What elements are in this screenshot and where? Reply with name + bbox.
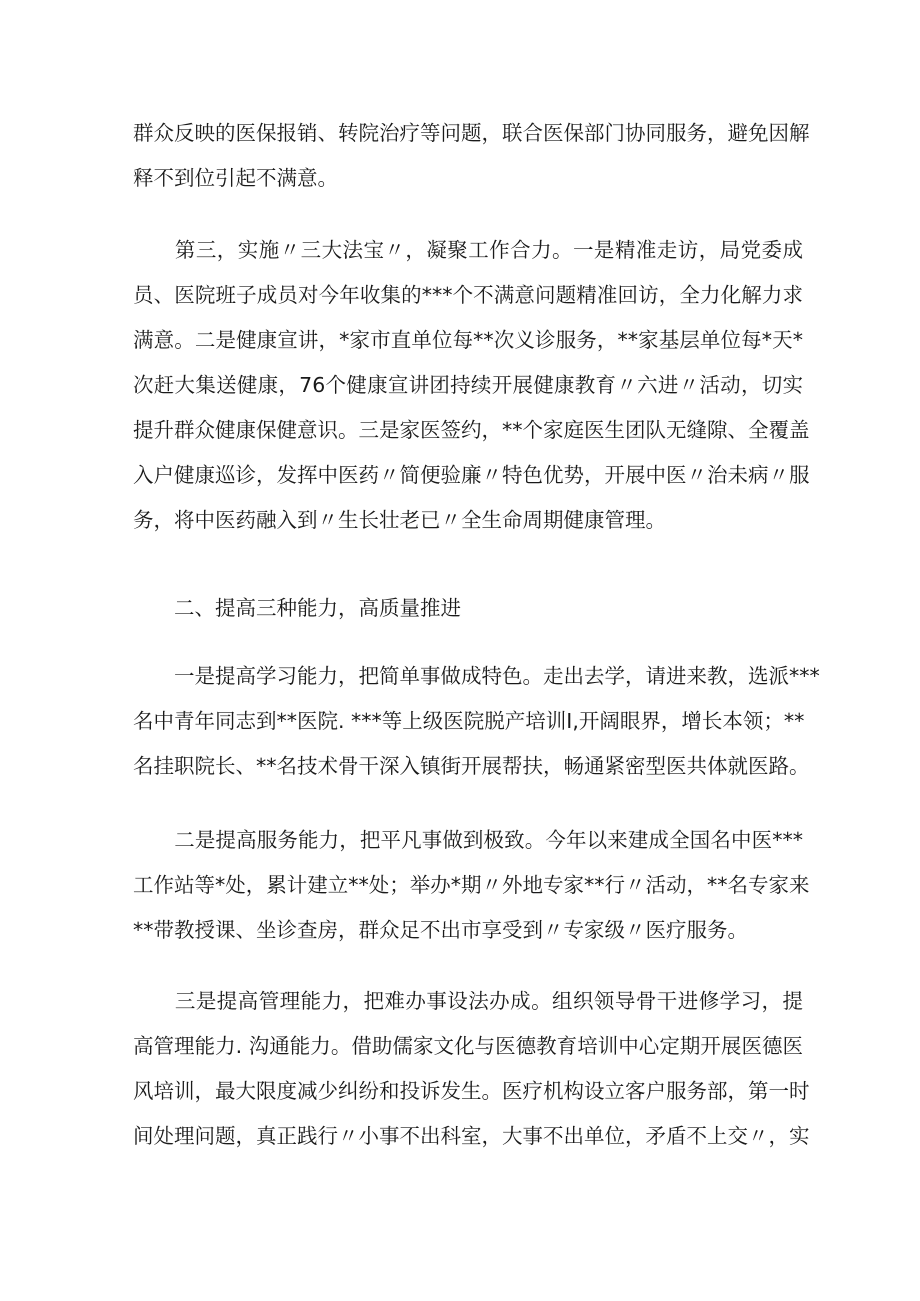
text-line: 提升群众健康保健意识。三是家医签约，**个家庭医生团队无缝隙、全覆盖 <box>133 418 810 442</box>
paragraph-5 <box>133 979 810 1159</box>
text-line: 入户健康巡诊，发挥中医药〃简便验廉〃特色优势，开展中医〃治未病〃服 <box>133 463 810 487</box>
paragraph-2 <box>133 228 810 543</box>
text-line: 一是提高学习能力，把简单事做成特色。走出去学，请进来教，选派*** <box>133 664 820 688</box>
text-line: 名挂职院长、**名技术骨干深入镇街开展帮扶，畅通紧密型医共体就医路。 <box>133 754 810 778</box>
text-line: 第三，实施〃三大法宝〃，凝聚工作合力。一是精准走访，局党委成 <box>133 238 803 262</box>
text-line: 工作站等*处，累计建立**处；举办*期〃外地专家**行〃活动，**名专家来 <box>133 873 810 897</box>
text-line: 风培训，最大限度减少纠纷和投诉发生。医疗机构设立客户服务部，第一时 <box>133 1079 810 1103</box>
text-line: 员、医院班子成员对今年收集的***个不满意问题精准回访，全力化解力求 <box>133 283 803 307</box>
paragraph-4 <box>133 818 810 953</box>
text-line: **带教授课、坐诊查房，群众足不出市享受到〃专家级〃医疗服务。 <box>133 918 748 942</box>
text-line: 三是提高管理能力，把难办事设法办成。组织领导骨干进修学习，提 <box>133 989 803 1013</box>
text-line: 高管理能力. 沟通能力。借助儒家文化与医德教育培训中心定期开展医德医 <box>133 1034 803 1058</box>
text-line: 释不到位引起不满意。 <box>133 166 338 190</box>
text-line: 名中青年同志到**医院. ***等上级医院脱产培训Ⅰ,开阔眼界，增长本领；** <box>133 709 805 733</box>
text-line: 满意。二是健康宣讲，*家市直单位每**次义诊服务，**家基层单位每*天* <box>133 328 803 352</box>
text-line: 二是提高服务能力，把平凡事做到极致。今年以来建成全国名中医*** <box>133 828 803 852</box>
heading-text: 二、提高三种能力，高质量推进 <box>133 596 461 620</box>
text-line: 群众反映的医保报销、转院治疗等问题，联合医保部门协同服务，避免因解 <box>133 121 810 145</box>
paragraph-1 <box>133 111 810 201</box>
text-line: 次赶大集送健康，76个健康宣讲团持续开展健康教育〃六进〃活动，切实 <box>133 373 803 397</box>
section-heading <box>133 586 803 631</box>
text-line: 间处理问题，真正践行〃小事不出科室，大事不出单位，矛盾不上交〃，实 <box>133 1124 810 1148</box>
text-line: 务，将中医药融入到〃生长壮老已〃全生命周期健康管理。 <box>133 508 666 532</box>
paragraph-3 <box>133 654 820 789</box>
